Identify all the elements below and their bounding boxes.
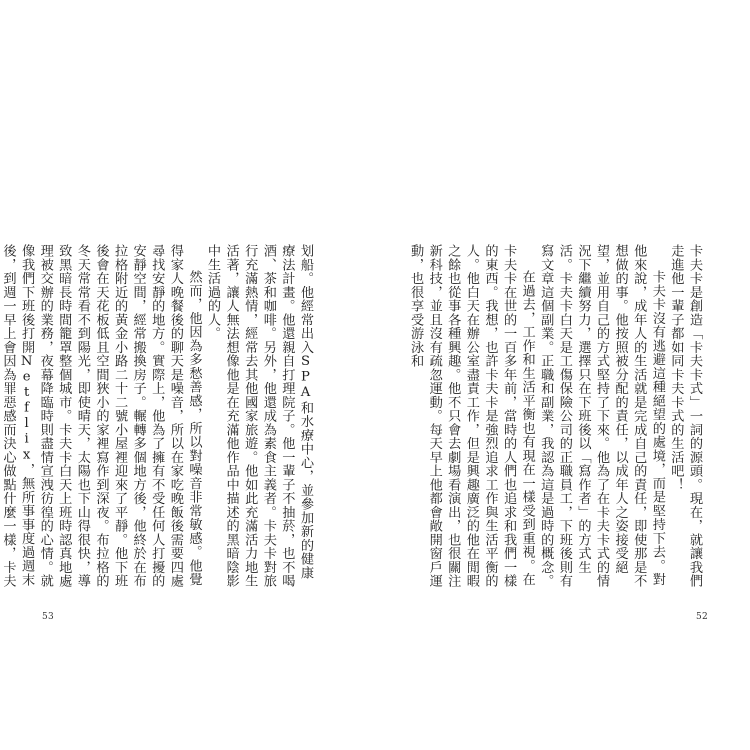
right-page [375, 0, 750, 750]
right-paragraph-1: 卡夫卡是創造「卡夫卡式」一詞的源頭。現在，就讓我們走進他一輩子都如同卡夫卡式的生活吧！ [668, 244, 702, 588]
right-page-body [406, 244, 704, 590]
left-paragraph-1: 划船。他經常出入SPA和水療中心，並參加新的健康療法計畫。他還親自打理院子。他一輩子不抽菸，也不喝酒、茶和咖啡。另外，他還成為素食主義者。卡夫卡對旅行充滿熱情，經常去其他國家旅遊。他如此充滿活力地生活著，讓人無法想像他是在充滿他作品中描述的黑暗陰影中生活過的人。 [205, 244, 313, 588]
right-paragraph-2: 卡夫卡沒有逃避這種絕望的處境，而是堅持下去。對他來說，成年人的生活就是完成自己的責任，即使那是不想做的事。他按照被分配的責任，以成年人之姿接受絕望，並用自己的方式堅持了下來。他為了在卡夫卡式的情況下繼續努力，選擇只在下班後以「寫作者」的方式生活。卡夫卡白天是工傷保險公司的正職員工，下班後則有寫文章這個副業。正職和副業，我認為這是過時的概念。 [538, 244, 665, 588]
page-number-right: 52 [695, 612, 708, 622]
page-number-left: 53 [42, 612, 55, 622]
right-paragraph-3: 在過去，工作和生活平衡也有現在一樣受到重視。在卡夫卡在世的一百多年前，當時的人們也追求和我們一樣的東西。我想，也許卡夫卡是強烈追求工作與生活平衡的人。他白天在辦公室盡責工作，但是興趣廣泛的他在閒暇之餘也從事各種興趣。他不只會去劇場看演出，也很關注新科技，並且沒有疏忽運動。每天早上他都會敞開窗戶運動，也很享受游泳和 [408, 244, 535, 588]
left-paragraph-2: 然而，他因為多愁善感，所以對噪音非常敏感。他覺得家人晚餐後的聊天是噪音，所以在家吃晚飯後需要四處尋找安靜的地方。實際上，他為了擁有不受任何人打擾的安靜空間，經常搬換房子。輾轉多個地方後，他終於在布拉格附近的黃金小路二十二號小屋裡迎來了平靜。他下班後會在天花板低且空間狹小的家裡寫作到深夜。布拉格的冬天常常看不到陽光，即使晴天，太陽也下山得很快，導致黑暗長時間籠罩整個城市。卡夫卡白天上班時認真地處理被交辦的業務，夜幕降臨時則盡情宣洩彷徨的心情。就像我們下班後打開Netflix，無所事事度過週末後，到週一早上會因為罪惡感而決心做點什麼一樣，卡夫 [0, 244, 202, 588]
left-page-body [0, 244, 314, 590]
